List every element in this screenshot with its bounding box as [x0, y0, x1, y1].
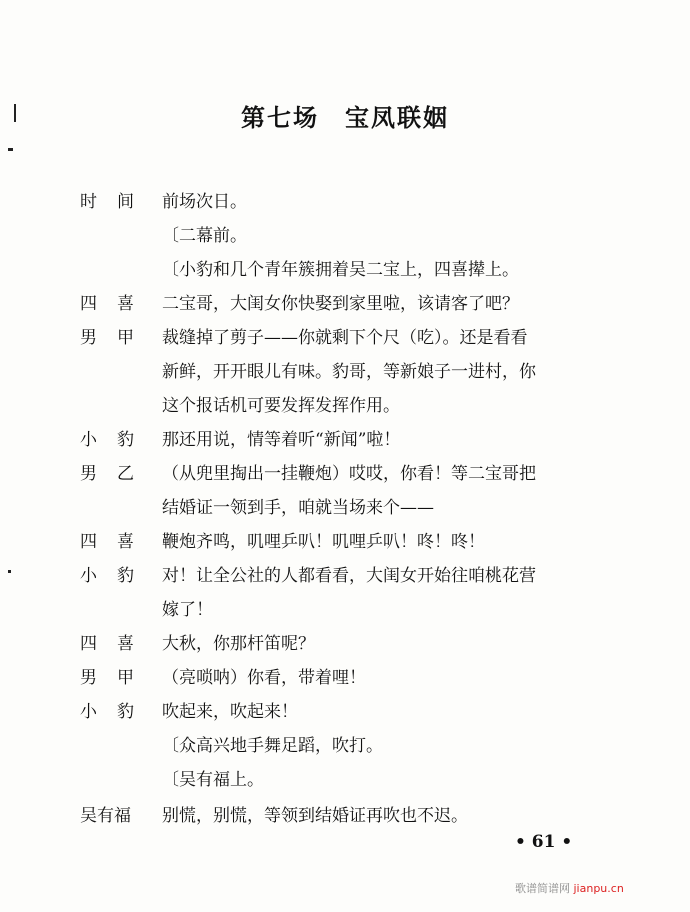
- line-text: （从兜里掏出一挂鞭炮）哎哎，你看！等二宝哥把: [162, 464, 536, 484]
- watermark: [515, 880, 624, 896]
- line-text: 吹起来，吹起来！: [162, 702, 298, 722]
- script-line: [0, 288, 690, 320]
- speaker-name: 四喜: [80, 294, 154, 314]
- watermark-site: 歌谱简谱网: [515, 882, 570, 895]
- speaker-name: 四喜: [80, 532, 154, 552]
- speaker-name: 男甲: [80, 328, 154, 348]
- speaker-name: 男甲: [80, 668, 154, 688]
- script-line: [0, 322, 690, 354]
- speaker-name: 时间: [80, 192, 154, 212]
- line-text: 新鲜，开开眼儿有味。豹哥，等新娘子一进村，你: [162, 362, 536, 382]
- line-text: 二宝哥，大闺女你快娶到家里啦，该请客了吧？: [162, 294, 519, 314]
- script-line: [0, 220, 690, 252]
- margin-mark: [14, 104, 16, 122]
- line-text: 别慌，别慌，等领到结婚证再吹也不迟。: [162, 806, 468, 826]
- script-line: [0, 662, 690, 694]
- line-text: 这个报话机可要发挥发挥作用。: [162, 396, 400, 416]
- line-text: 〔吴有福上。: [162, 770, 264, 790]
- page-title: 第七场 宝凤联姻: [241, 103, 449, 132]
- speaker-name: 吴有福: [80, 806, 131, 826]
- script-line: [0, 594, 690, 626]
- line-text: 裁缝掉了剪子——你就剩下个尺（吃）。还是看看: [162, 328, 528, 348]
- script-line: [0, 526, 690, 558]
- margin-mark: [8, 570, 11, 573]
- script-line: [0, 492, 690, 524]
- script-line: [0, 424, 690, 456]
- script-line: [0, 390, 690, 422]
- script-line: [0, 800, 690, 832]
- speaker-name: 小豹: [80, 566, 154, 586]
- script-line: [0, 560, 690, 592]
- page-number: • 61 •: [515, 832, 573, 852]
- script-line: [0, 458, 690, 490]
- margin-mark: [8, 148, 13, 151]
- line-text: （亮唢呐）你看，带着哩！: [162, 668, 366, 688]
- watermark-url: jianpu.cn: [573, 882, 624, 895]
- line-text: 前场次日。: [162, 192, 247, 212]
- script-line: [0, 730, 690, 762]
- line-text: 对！让全公社的人都看看，大闺女开始往咱桃花营: [162, 566, 536, 586]
- speaker-name: 男乙: [80, 464, 154, 484]
- line-text: 〔二幕前。: [162, 226, 247, 246]
- speaker-name: 小豹: [80, 702, 154, 722]
- script-line: [0, 696, 690, 728]
- script-line: [0, 764, 690, 796]
- speaker-name: 小豹: [80, 430, 154, 450]
- script-line: [0, 356, 690, 388]
- line-text: 鞭炮齐鸣，叽哩乒叭！叽哩乒叭！咚！咚！: [162, 532, 485, 552]
- line-text: 那还用说，情等着听“新闻”啦！: [162, 430, 401, 450]
- line-text: 〔小豹和几个青年簇拥着吴二宝上，四喜撵上。: [162, 260, 519, 280]
- script-line: [0, 628, 690, 660]
- line-text: 〔众高兴地手舞足蹈，吹打。: [162, 736, 383, 756]
- line-text: 嫁了！: [162, 600, 213, 620]
- script-line: [0, 186, 690, 218]
- line-text: 大秋，你那杆笛呢？: [162, 634, 315, 654]
- speaker-name: 四喜: [80, 634, 154, 654]
- script-line: [0, 254, 690, 286]
- line-text: 结婚证一领到手，咱就当场来个——: [162, 498, 434, 518]
